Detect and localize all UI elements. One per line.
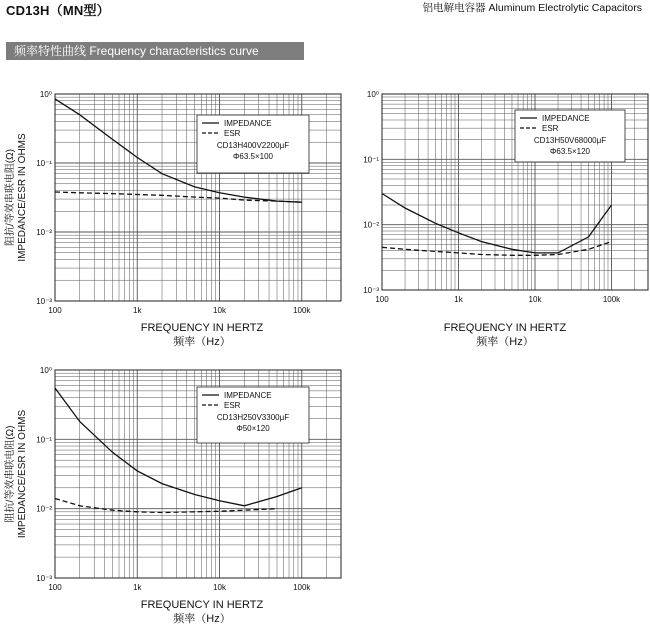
x-axis-label-cn: 频率（Hz）	[173, 613, 231, 625]
x-tick-label: 1k	[454, 295, 463, 304]
y-tick-label: 10⁻³	[36, 297, 52, 306]
y-axis-label-cn: 阻抗/等效串联电阻(Ω)	[5, 149, 16, 246]
legend-impedance-label: IMPEDANCE	[224, 391, 272, 400]
x-tick-label: 10k	[213, 306, 226, 315]
legend-size: Φ63.5×100	[233, 152, 273, 161]
legend	[515, 110, 625, 162]
x-tick-label: 1k	[133, 306, 142, 315]
x-tick-label: 100	[375, 295, 389, 304]
legend	[197, 115, 309, 173]
product-title: 铝电解电容器 Aluminum Electrolytic Capacitors	[422, 2, 642, 14]
legend-spec: CD13H400V2200μF	[216, 141, 290, 150]
legend-impedance-label: IMPEDANCE	[224, 119, 272, 128]
impedance-series-line	[382, 194, 612, 253]
legend-size: Φ50×120	[236, 424, 270, 433]
y-tick-label: 10⁻²	[36, 504, 52, 514]
x-tick-label: 100	[48, 306, 62, 315]
chart-cd13h-250v	[0, 360, 340, 640]
y-axis-label-en: IMPEDANCE/ESR IN OHMS	[17, 133, 28, 262]
x-axis-label: FREQUENCY IN HERTZ	[443, 322, 567, 334]
y-tick-label: 10⁻¹	[36, 435, 52, 445]
y-tick-label: 10⁻²	[36, 228, 52, 237]
x-tick-label: 100k	[602, 295, 621, 304]
x-tick-label: 10k	[213, 583, 226, 592]
x-axis-label: FREQUENCY IN HERTZ	[140, 599, 264, 611]
y-tick-label: 10⁻¹	[36, 159, 52, 168]
model-title: CD13H（MN型）	[6, 3, 110, 18]
x-tick-label: 100k	[293, 306, 311, 315]
y-axis-label-cn: 阻抗/等效串联电阻(Ω)	[5, 425, 16, 523]
legend-size: Φ63.5×120	[550, 147, 590, 156]
y-tick-label: 10⁰	[39, 90, 52, 99]
y-tick-label: 10⁻¹	[363, 155, 379, 165]
legend-impedance-label: IMPEDANCE	[542, 114, 590, 123]
x-axis-label: FREQUENCY IN HERTZ	[140, 322, 264, 334]
esr-series-line	[382, 242, 612, 256]
esr-series-line	[55, 192, 302, 202]
legend-spec: CD13H50V68000μF	[533, 136, 607, 145]
section-banner: 频率特性曲线 Frequency characteristics curve	[6, 42, 304, 60]
y-tick-label: 10⁻³	[36, 574, 52, 583]
x-axis-label-cn: 频率（Hz）	[173, 336, 231, 348]
y-tick-label: 10⁰	[366, 90, 379, 99]
x-tick-label: 100k	[293, 583, 311, 592]
legend-esr-label: ESR	[542, 124, 559, 133]
x-tick-label: 100	[48, 583, 62, 592]
legend-esr-label: ESR	[224, 401, 241, 410]
chart-cd13h-50v	[350, 80, 650, 360]
y-tick-label: 10⁻²	[363, 220, 379, 230]
y-tick-label: 10⁻³	[363, 286, 379, 295]
legend-esr-label: ESR	[224, 129, 241, 138]
x-axis-label-cn: 频率（Hz）	[476, 336, 534, 348]
legend	[197, 387, 309, 443]
legend-spec: CD13H250V3300μF	[216, 413, 290, 422]
x-tick-label: 10k	[528, 295, 542, 304]
y-axis-label-en: IMPEDANCE/ESR IN OHMS	[17, 409, 28, 539]
y-tick-label: 10⁰	[39, 366, 52, 375]
x-tick-label: 1k	[133, 583, 142, 592]
